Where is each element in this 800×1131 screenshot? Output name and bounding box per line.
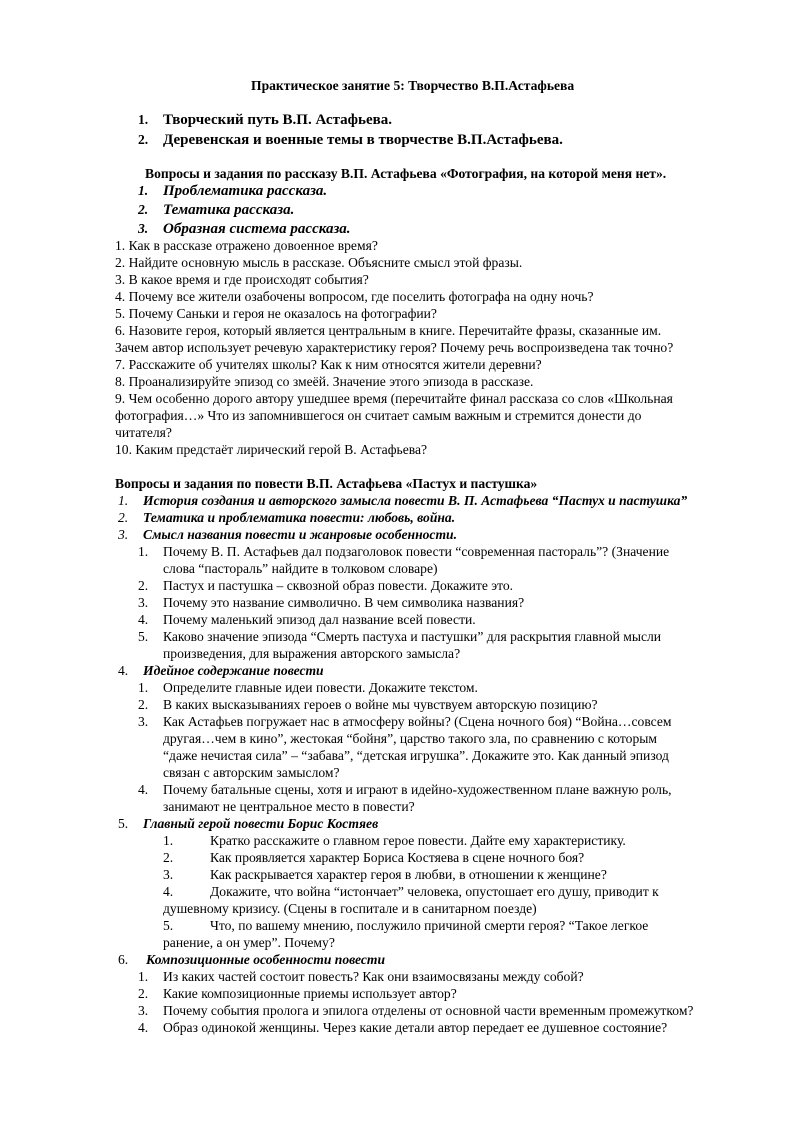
item-number: 3. [138, 221, 149, 236]
sub-number: 4. [138, 1020, 149, 1035]
question-line: 6. Назовите героя, который является центральным в книге. Перечитайте фразы, сказанные им. [115, 323, 662, 338]
item-number: 1. [138, 183, 149, 198]
sub-number: 1. [138, 680, 149, 695]
sub-number: 4. [163, 884, 174, 899]
sub-line: Определите главные идеи повести. Докажите текстом. [163, 680, 478, 695]
sub-line: Кратко расскажите о главном герое повести. Дайте ему характеристику. [210, 833, 626, 848]
sub-line: Из каких частей состоит повесть? Как они взаимосвязаны между собой? [163, 969, 584, 984]
question-line: 1. Как в рассказе отражено довоенное время? [115, 238, 378, 253]
topic-text: Творческий путь В.П. Астафьева. [163, 112, 392, 128]
part-text: История создания и авторского замысла повести В. П. Астафьева “Пастух и пастушка” [143, 493, 688, 508]
sub-line: Как Астафьев погружает нас в атмосферу войны? (Сцена ночного боя) “Война…совсем [163, 714, 672, 729]
part-text: Композиционные особенности повести [146, 952, 386, 967]
part-number: 6. [118, 952, 129, 967]
part-number: 5. [118, 816, 129, 831]
item-number: 2. [138, 202, 149, 217]
question-line: 5. Почему Саньки и героя не оказалось на фотографии? [115, 306, 437, 321]
sub-line: Что, по вашему мнению, послужило причиной смерти героя? “Такое легкое [210, 918, 649, 933]
sub-line: Почему события пролога и эпилога отделены от основной части временным промежутком? [163, 1003, 694, 1018]
part-text: Смысл названия повести и жанровые особенности. [143, 527, 457, 542]
sub-line: Как раскрывается характер героя в любви, в отношении к женщине? [210, 867, 607, 882]
sub-line: Почему маленький эпизод дал название всей повести. [163, 612, 476, 627]
question-line: 3. В какое время и где происходят события? [115, 272, 369, 287]
sub-line: Образ одинокой женщины. Через какие детали автор передает ее душевное состояние? [163, 1020, 668, 1035]
topic-text: Деревенская и военные темы в творчестве В.П.Астафьева. [163, 132, 563, 148]
question-line: 7. Расскажите об учителях школы? Как к ним относятся жители деревни? [115, 357, 542, 372]
question-line: читателя? [115, 425, 172, 440]
page-title: Практическое занятие 5: Творчество В.П.Астафьева [251, 78, 575, 93]
question-line: 9. Чем особенно дорого автору ушедшее время (перечитайте финал рассказа со слов «Школьная [115, 391, 673, 406]
sub-number: 2. [163, 850, 174, 865]
part-number: 1. [118, 493, 129, 508]
question-line: 2. Найдите основную мысль в рассказе. Объясните смысл этой фразы. [115, 255, 523, 270]
sub-line: ранение, а он умер”. Почему? [163, 935, 335, 950]
sub-number: 4. [138, 782, 149, 797]
item-text: Образная система рассказа. [163, 221, 351, 237]
sub-line: произведения, для выражения авторского замысла? [163, 646, 461, 661]
sub-line: связан с авторским замыслом? [163, 765, 340, 780]
question-line: 4. Почему все жители озабочены вопросом, где поселить фотографа на одну ночь? [115, 289, 594, 304]
sub-number: 1. [138, 969, 149, 984]
sub-line: Пастух и пастушка – сквозной образ повести. Докажите это. [163, 578, 514, 593]
sub-number: 3. [138, 595, 149, 610]
section-heading: Вопросы и задания по рассказу В.П. Астафьева «Фотография, на которой меня нет». [145, 166, 667, 181]
sub-line: душевному кризису. (Сцены в госпитале и в санитарном поезде) [163, 901, 537, 916]
sub-number: 5. [138, 629, 149, 644]
sub-number: 2. [138, 986, 149, 1001]
part-number: 3. [118, 527, 129, 542]
item-text: Тематика рассказа. [163, 202, 295, 218]
sub-line: Как проявляется характер Бориса Костяева в сцене ночного боя? [210, 850, 585, 865]
question-line: фотография…» Что из запомнившегося он считает самым важным и стремится донести до [115, 408, 642, 423]
question-line: Зачем автор использует речевую характеристику героя? Почему речь воспроизведена так точно? [115, 340, 674, 355]
sub-number: 2. [138, 697, 149, 712]
part-number: 4. [118, 663, 129, 678]
topic-number: 2. [138, 132, 149, 147]
sub-line: другая…чем в кино”, жестокая “бойня”, царство такого зла, по сравнению с которым [163, 731, 657, 746]
sub-line: Какие композиционные приемы использует автор? [163, 986, 457, 1001]
question-line: 8. Проанализируйте эпизод со змеёй. Значение этого эпизода в рассказе. [115, 374, 534, 389]
part-number: 2. [118, 510, 129, 525]
sub-number: 5. [163, 918, 174, 933]
sub-line: Почему В. П. Астафьев дал подзаголовок повести “современная пастораль”? (Значение [163, 544, 670, 559]
sub-number: 2. [138, 578, 149, 593]
sub-line: В каких высказываниях героев о войне мы чувствуем авторскую позицию? [163, 697, 598, 712]
sub-line: слова “пастораль” найдите в толковом словаре) [163, 561, 438, 576]
sub-number: 3. [163, 867, 174, 882]
topic-number: 1. [138, 112, 149, 127]
sub-number: 4. [138, 612, 149, 627]
sub-line: “даже нечистая сила” – “забава”, “детская игрушка”. Докажите это. Как данный эпизод [163, 748, 669, 763]
sub-line: занимают не центральное место в повести? [163, 799, 415, 814]
section-heading: Вопросы и задания по повести В.П. Астафьева «Пастух и пастушка» [115, 476, 538, 491]
part-text: Идейное содержание повести [143, 663, 324, 678]
sub-number: 3. [138, 714, 149, 729]
sub-line: Почему батальные сцены, хотя и играют в идейно-художественном плане важную роль, [163, 782, 672, 797]
sub-line: Докажите, что война “истончает” человека, опустошает его душу, приводит к [210, 884, 659, 899]
sub-line: Каково значение эпизода “Смерть пастуха и пастушки” для раскрытия главной мысли [163, 629, 662, 644]
question-line: 10. Каким предстаёт лирический герой В. Астафьева? [115, 442, 428, 457]
part-text: Главный герой повести Борис Костяев [143, 816, 379, 831]
sub-number: 3. [138, 1003, 149, 1018]
item-text: Проблематика рассказа. [163, 183, 328, 199]
part-text: Тематика и проблематика повести: любовь, война. [143, 510, 456, 525]
sub-line: Почему это название символично. В чем символика названия? [163, 595, 525, 610]
sub-number: 1. [138, 544, 149, 559]
sub-number: 1. [163, 833, 174, 848]
